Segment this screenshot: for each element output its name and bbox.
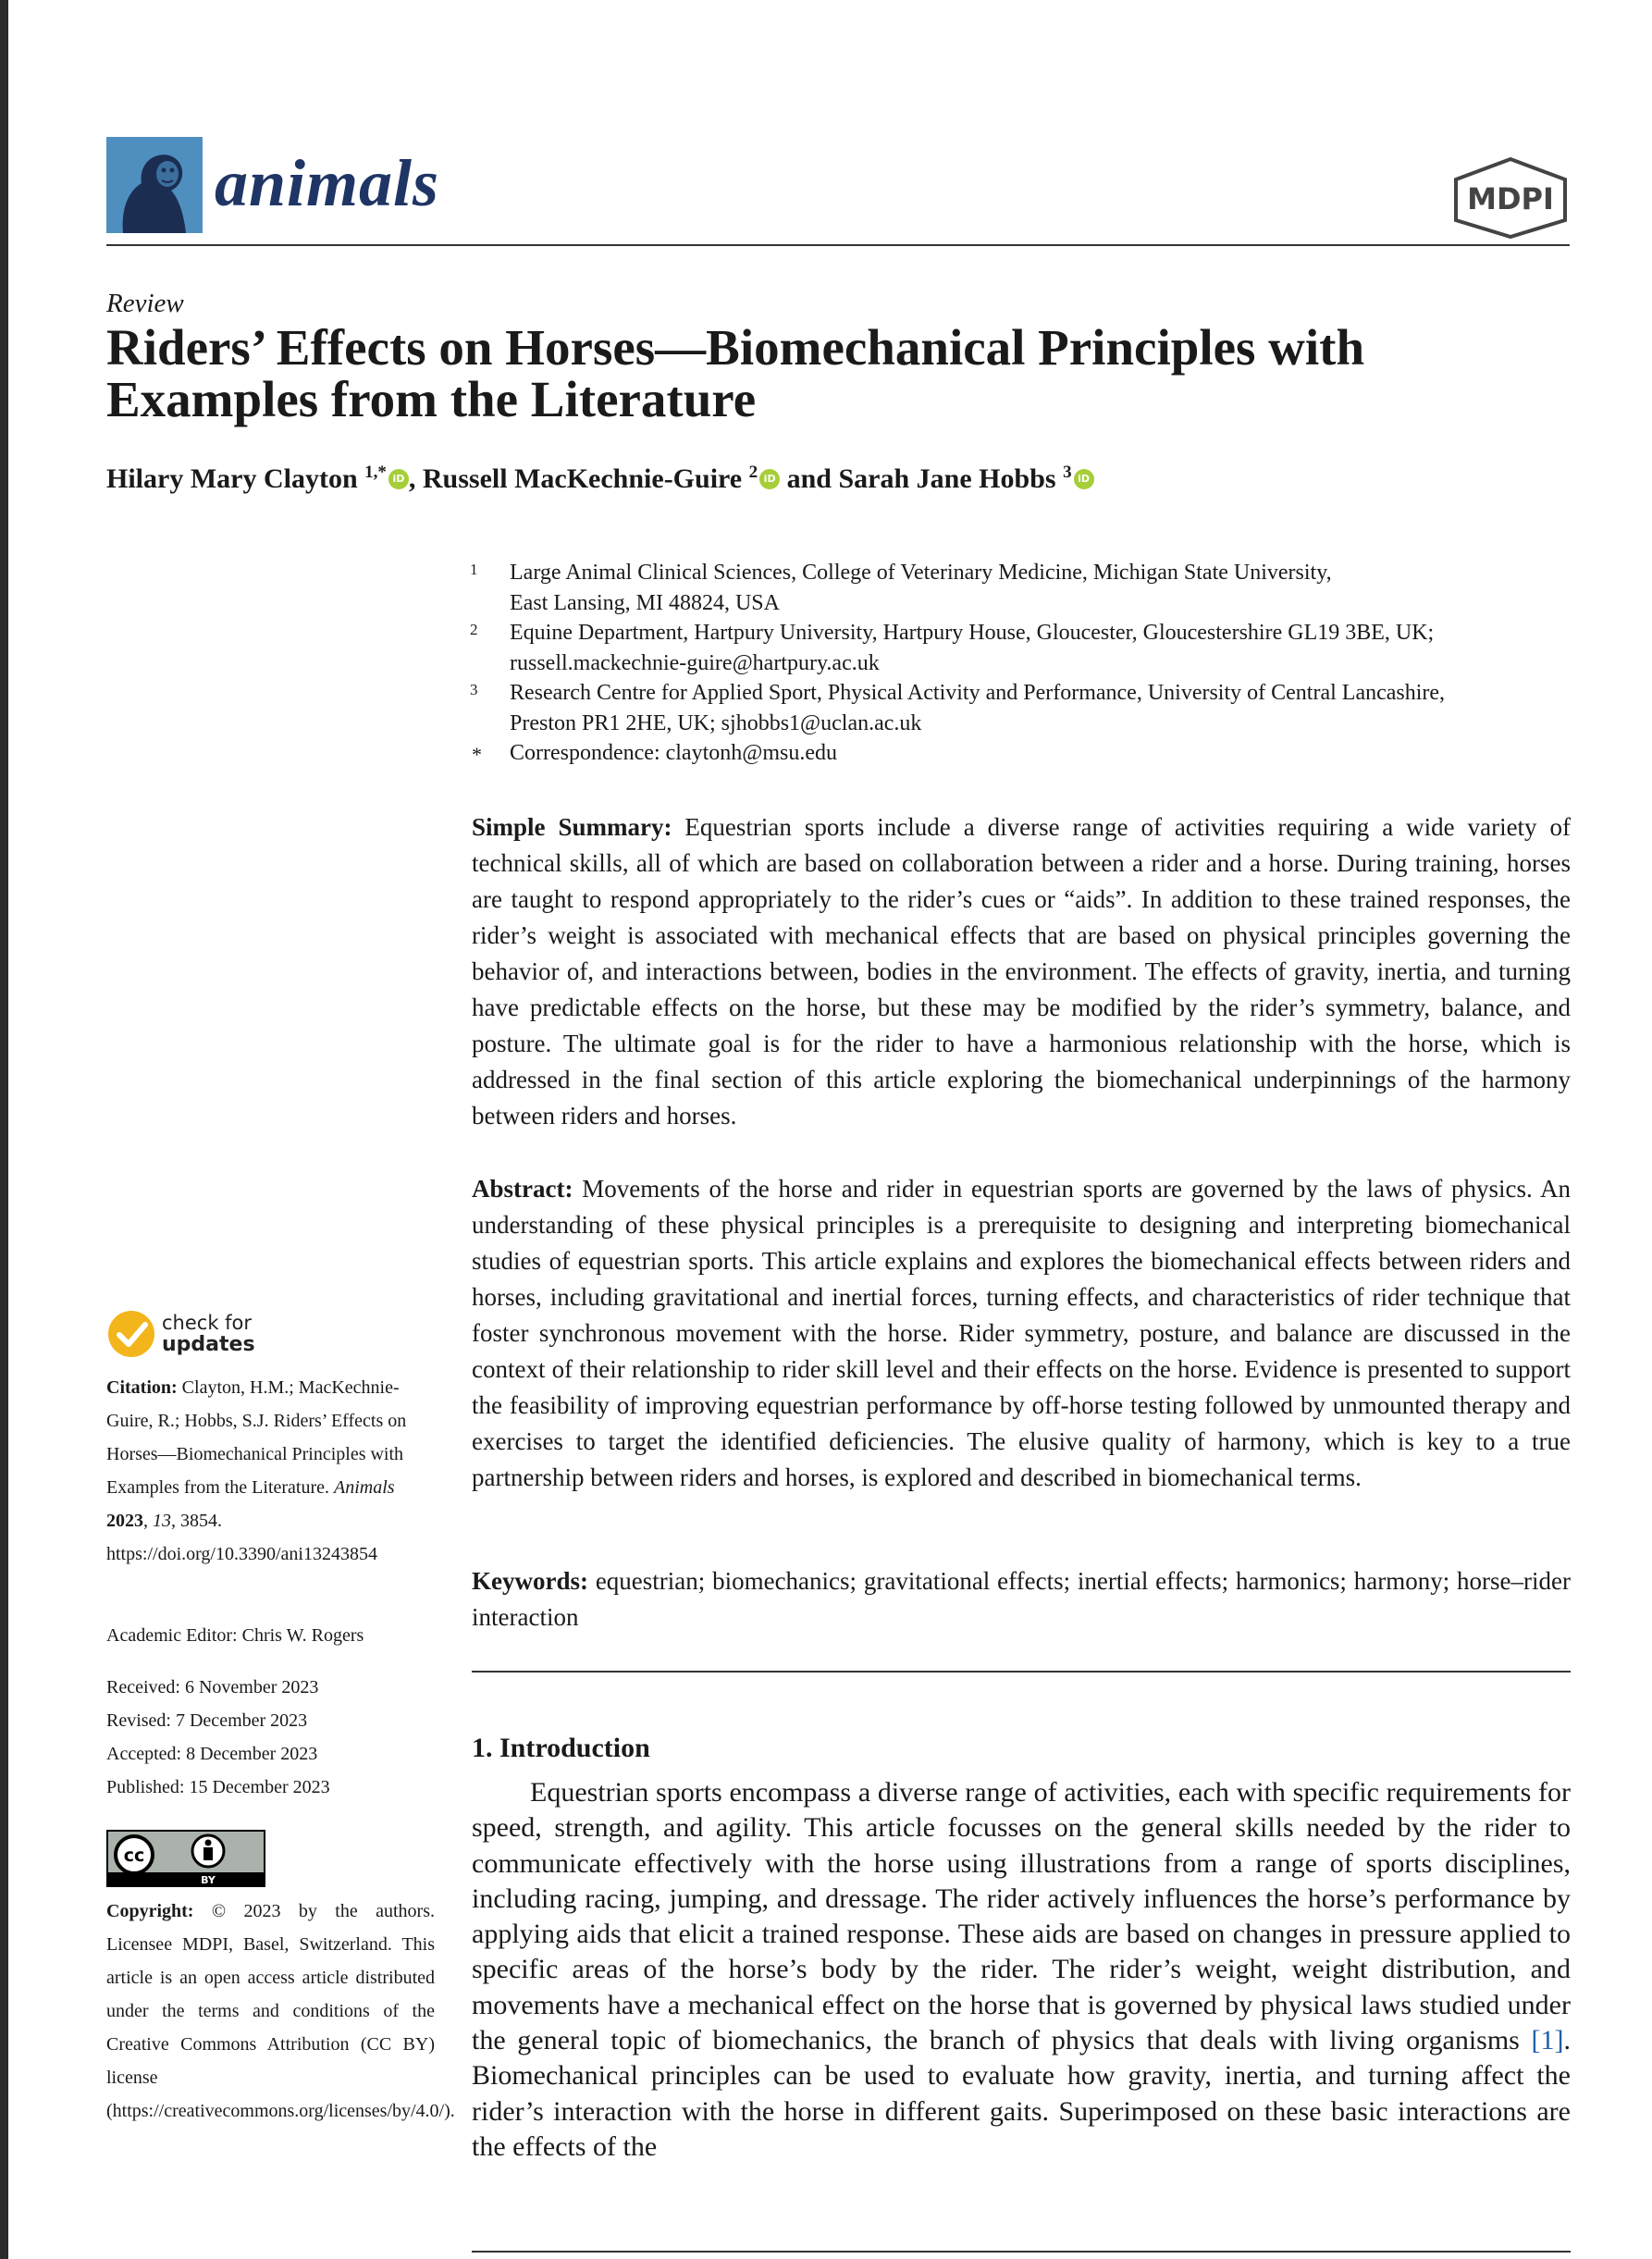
orcid-icon[interactable]: iD <box>759 469 780 489</box>
journal-logo <box>106 137 203 233</box>
abstract <box>472 1171 1571 1496</box>
keywords <box>472 1563 1571 1636</box>
author-affil-sup: 3 <box>1063 463 1072 482</box>
check-updates-line1: check for <box>162 1312 253 1334</box>
author-separator: and <box>780 463 839 494</box>
author-name: Sarah Jane Hobbs <box>838 463 1056 494</box>
abstract-text: Movements of the horse and rider in equestrian sports are governed by the laws of physics. An understanding of these physical principles is a prerequisite to designing and interpreting biomechanical studies of equestrian sports. This article explains and explores the biomechanical effects between riders and horses, including gravitational and inertial forces, turning effects, and characteristics of rider technique that foster synchronous movement with the horse. Rider symmetry, posture, and balance are discussed in the context of their relationship to rider skill level and their effects on the horse. Evidence is presented to support the feasibility of improving equestrian performance by off-horse testing followed by unmounted therapy and exercises to target the identified deficiencies. The elusive quality of harmony, which is key to a true partnership between riders and horses, is explored and described in biomechanical terms. <box>472 1175 1571 1491</box>
copyright-notice <box>106 1895 455 2128</box>
date-received: Received: 6 November 2023 <box>106 1677 319 1697</box>
cc-text: cc <box>123 1845 145 1866</box>
affiliation-item <box>470 558 1561 618</box>
citation-journal: Animals <box>334 1477 395 1498</box>
check-updates-label[interactable] <box>162 1313 255 1355</box>
journal-name[interactable]: animals <box>215 146 440 220</box>
check-updates-icon[interactable] <box>106 1309 156 1359</box>
affiliation-number: 2 <box>470 621 478 638</box>
affiliation-number: 3 <box>470 681 478 698</box>
citation-label: Citation: <box>106 1377 178 1398</box>
page-edge <box>0 0 8 2259</box>
affiliation-item <box>470 618 1561 678</box>
correspondence-item <box>470 738 1561 769</box>
correspondence-email[interactable]: Correspondence: claytonh@msu.edu <box>510 741 838 765</box>
citation-year: 2023 <box>106 1511 143 1531</box>
reference-link[interactable]: [1] <box>1531 2025 1564 2056</box>
dates-block <box>106 1671 435 1804</box>
date-published: Published: 15 December 2023 <box>106 1777 330 1797</box>
section-heading: 1. Introduction <box>472 1733 650 1763</box>
author-name: Russell MacKechnie-Guire <box>422 463 743 494</box>
affiliation-email[interactable]: russell.mackechnie-guire@hartpury.ac.uk <box>510 650 880 675</box>
orcid-icon[interactable]: iD <box>388 469 409 489</box>
correspondence-marker: * <box>472 743 482 766</box>
affiliation-item <box>470 678 1561 738</box>
academic-editor: Academic Editor: Chris W. Rogers <box>106 1625 364 1646</box>
affiliation-line: East Lansing, MI 48824, USA <box>510 590 780 615</box>
citation-block: Citation: Clayton, H.M.; MacKechnie-Guire, R.; Hobbs, S.J. Riders’ Effects on Horses—Biomechanical Principles with Examples from the Literature. Animals 2023, 13, 3854. https://doi.org/10.3390/ani13243854 <box>106 1377 407 1564</box>
simple-summary-label: Simple Summary: <box>472 813 672 841</box>
simple-summary-text: Equestrian sports include a diverse range of activities requiring a wide variety of technical skills, all of which are based on collaboration between a rider and a horse. During training, horses are taught to respond appropriately to the rider’s cues or “aids”. In addition to these trained responses, the rider’s weight is associated with mechanical effects that are based on physical principles governing the behavior of, and interactions between, bodies in the environment. The effects of gravity, inertia, and turning have predictable effects on the horse, but these may be modified by the rider’s symmetry, balance, and posture. The ultimate goal is for the rider to have a harmonious relationship with the horse, which is addressed in the final section of this article exploring the biomechanical underpinnings of the harmony between riders and horses. <box>472 813 1572 1130</box>
header-divider <box>106 244 1570 246</box>
affiliation-number: 1 <box>470 561 478 578</box>
article-title: Riders’ Effects on Horses—Biomechanical Principles with Examples from the Literature <box>106 319 1365 427</box>
section-divider <box>472 1671 1571 1673</box>
citation-volume: 13 <box>153 1511 171 1531</box>
cc-by-license-icon[interactable] <box>106 1830 265 1887</box>
citation-text: Clayton, H.M.; MacKechnie-Guire, R.; Hobbs, S.J. Riders’ Effects on Horses—Biomechanical Principles with Examples from the Literature. <box>106 1377 407 1498</box>
intro-text: . Biomechanical principles can be used to evaluate how gravity, inertia, and turning affect the rider’s interaction with the horse in different gaits. Superimposed on these basic interactions are the effects of the <box>472 2025 1571 2162</box>
article-type: Review <box>106 289 184 318</box>
affiliations <box>470 558 1561 769</box>
affiliation-line: Research Centre for Applied Sport, Physical Activity and Performance, University of Central Lancashire, <box>510 681 1446 705</box>
by-text: BY <box>201 1874 216 1886</box>
author-separator: , <box>408 463 423 494</box>
author-list <box>106 463 1094 495</box>
date-revised: Revised: 7 December 2023 <box>106 1710 308 1731</box>
orcid-icon[interactable]: iD <box>1074 469 1094 489</box>
date-accepted: Accepted: 8 December 2023 <box>106 1744 318 1764</box>
intro-text: Equestrian sports encompass a diverse range of activities, each with specific requirements for speed, strength, and agility. This article focusses on the general skills needed by the rider to communicate effectively with the horse using illustrations from a range of sports disciplines, including racing, jumping, and dressage. The rider actively influences the horse’s performance by applying aids that elicit a trained response. These aids are based on changes in pressure applied to specific areas of the horse’s body by the rider. The rider’s weight, weight distribution, and movements have a mechanical effect on the horse that is governed by physical laws studied under the general topic of biomechanics, the branch of physics that deals with living organisms <box>472 1777 1571 2056</box>
copyright-label: Copyright: <box>106 1901 194 1921</box>
author-affil-sup: 2 <box>748 463 758 482</box>
check-updates-line2: updates <box>162 1333 255 1356</box>
copyright-text: © 2023 by the authors. Licensee MDPI, Basel, Switzerland. This article is an open access article distributed under the terms and conditions of the Creative Commons Attribution (CC BY) license (https://creativecommons.org/licenses/by/4.0/). <box>106 1901 455 2121</box>
abstract-label: Abstract: <box>472 1175 573 1203</box>
citation-doi[interactable]: , 3854. https://doi.org/10.3390/ani13243854 <box>106 1511 377 1564</box>
footer-divider <box>472 2251 1571 2253</box>
affiliation-line: Large Animal Clinical Sciences, College of Veterinary Medicine, Michigan State University, <box>510 561 1332 585</box>
affiliation-line: Preston PR1 2HE, UK; sjhobbs1@uclan.ac.uk <box>510 710 922 735</box>
mdpi-logo[interactable] <box>1450 155 1571 241</box>
mdpi-logo-text: MDPI <box>1467 181 1554 216</box>
author-affil-sup: 1,* <box>364 463 387 482</box>
keywords-text: equestrian; biomechanics; gravitational effects; inertial effects; harmonics; harmony; horse–rider interaction <box>472 1567 1571 1631</box>
author-name: Hilary Mary Clayton <box>106 463 358 494</box>
introduction-paragraph <box>472 1775 1571 2165</box>
keywords-label: Keywords: <box>472 1567 588 1595</box>
simple-summary <box>472 809 1571 1134</box>
affiliation-line: Equine Department, Hartpury University, Hartpury House, Gloucester, Gloucestershire GL19 3BE, UK; <box>510 621 1435 645</box>
